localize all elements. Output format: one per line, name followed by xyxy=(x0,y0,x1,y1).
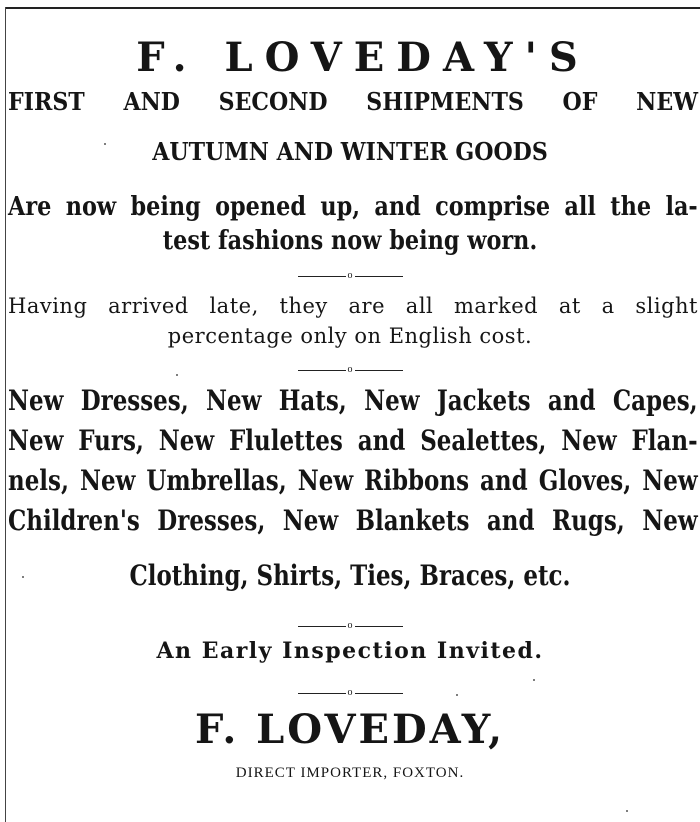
divider-mark: o xyxy=(347,620,353,632)
opened-line-2: test fashions now being worn. xyxy=(162,226,538,256)
shipments-line-2: AUTUMN AND WINTER GOODS xyxy=(152,137,548,166)
goods-line-5: Clothing, Shirts, Ties, Braces, etc. xyxy=(129,559,571,592)
shipments-line-1: FIRST AND SECOND SHIPMENTS OF NEW xyxy=(8,87,698,116)
goods-line-4: Children's Dresses, New Blankets and Rugs, New xyxy=(8,504,698,537)
advert-title: F. LOVEDAY'S xyxy=(136,34,590,81)
divider-mark: o xyxy=(347,270,353,282)
inspection-invitation: An Early Inspection Invited. xyxy=(156,638,544,664)
merchant-signature: F. LOVEDAY, xyxy=(194,706,506,753)
arrived-line-1: Having arrived late, they are all marked at a slight xyxy=(8,294,698,318)
print-speck xyxy=(533,679,535,681)
print-speck xyxy=(22,576,24,578)
left-border-rule xyxy=(5,7,6,822)
section-divider xyxy=(0,685,700,697)
section-divider xyxy=(0,268,700,280)
print-speck xyxy=(104,143,106,145)
print-speck xyxy=(176,374,178,376)
print-speck xyxy=(456,694,458,696)
divider-mark: o xyxy=(347,364,353,376)
opened-line-1: Are now being opened up, and comprise all the la- xyxy=(8,192,698,222)
goods-line-1: New Dresses, New Hats, New Jackets and Capes, xyxy=(8,384,698,417)
print-speck xyxy=(626,810,628,812)
section-divider xyxy=(0,362,700,374)
goods-line-2: New Furs, New Flulettes and Sealettes, New Flan- xyxy=(8,424,698,457)
importer-line: DIRECT IMPORTER, FOXTON. xyxy=(235,765,465,781)
divider-mark: o xyxy=(347,687,353,699)
goods-line-3: nels, New Umbrellas, New Ribbons and Gloves, New xyxy=(8,464,698,497)
section-divider xyxy=(0,618,700,630)
top-border-rule xyxy=(6,7,700,9)
arrived-line-2: percentage only on English cost. xyxy=(167,324,533,348)
